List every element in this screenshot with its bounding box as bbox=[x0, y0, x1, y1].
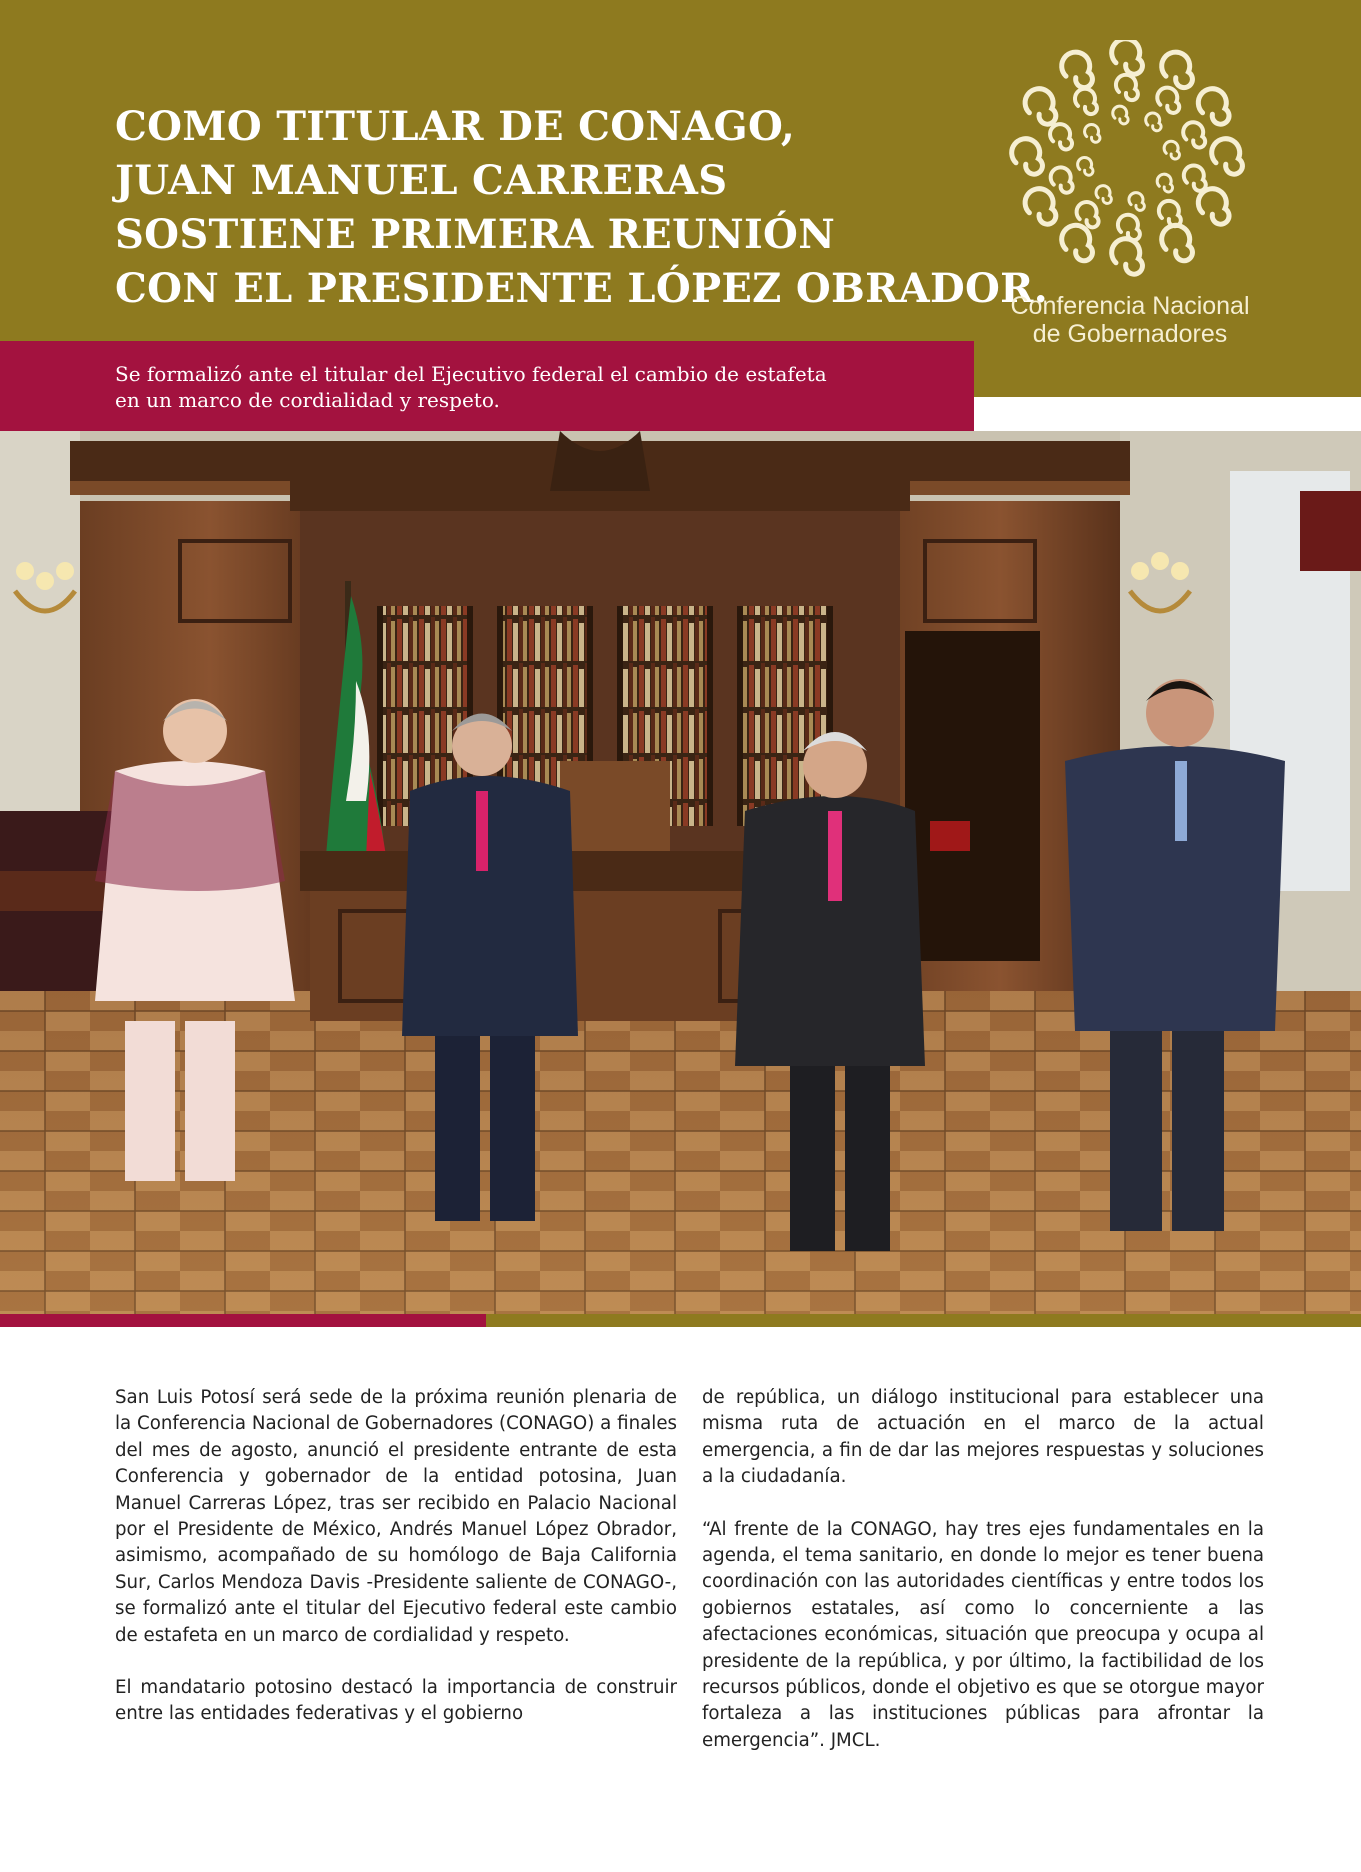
meeting-photo bbox=[0, 431, 1361, 1314]
logo-swirl bbox=[1062, 225, 1093, 260]
logo-swirl bbox=[1112, 40, 1143, 74]
subheadline-line: en un marco de cordialidad y respeto. bbox=[115, 388, 500, 412]
logo-swirl bbox=[1157, 88, 1179, 113]
article-column-right bbox=[702, 1385, 1264, 1780]
subheadline bbox=[115, 361, 955, 413]
subheadline-line: Se formalizó ante el titular del Ejecutivo federal el cambio de estafeta bbox=[115, 362, 827, 386]
logo-swirl bbox=[1116, 75, 1138, 100]
logo-swirl bbox=[1051, 167, 1073, 192]
article-paragraph: San Luis Potosí será sede de la próxima reunión plenaria de la Conferencia Nacional de Gobernadores (CONAGO) a finales del mes de agosto, anunció el presidente entrante de esta Conferencia y gobernador de la entidad potosina, Juan Manuel Carreras López, tras ser recibido en Palacio Nacional por el Presidente de México, Andrés Manuel López Obrador, asimismo, acompañado de su homólogo de Baja California Sur, Carlos Mendoza Davis -Presidente saliente de CONAGO-, se formalizó ante el titular del Ejecutivo federal este cambio de estafeta en un marco de cordialidad y respeto. bbox=[115, 1387, 677, 1646]
logo-swirl bbox=[1118, 215, 1140, 240]
logo-swirl bbox=[1078, 157, 1093, 175]
headline-line: SOSTIENE PRIMERA REUNIÓN bbox=[115, 211, 836, 258]
logo-swirl bbox=[1198, 89, 1229, 124]
logo-swirl bbox=[1062, 52, 1093, 87]
logo-swirl bbox=[1157, 174, 1172, 192]
logo-swirl bbox=[1162, 225, 1193, 260]
logo-swirl bbox=[1112, 239, 1143, 274]
logo-swirl bbox=[1096, 186, 1111, 204]
organization-name bbox=[1000, 292, 1260, 348]
headline-line: COMO TITULAR DE CONAGO, bbox=[115, 103, 796, 150]
logo-swirl bbox=[1164, 141, 1179, 159]
logo-swirl bbox=[1075, 89, 1097, 114]
logo-swirl bbox=[1184, 165, 1206, 190]
logo-swirl bbox=[1129, 193, 1144, 211]
logo-swirl bbox=[1162, 52, 1193, 87]
article-paragraph: de república, un diálogo institucional para establecer una misma ruta de actuación en el marco de la actual emergencia, a fin de dar las mejores respuestas y soluciones a la ciudadanía. bbox=[702, 1387, 1264, 1488]
logo-swirl bbox=[1159, 201, 1181, 226]
logo-swirl bbox=[1212, 139, 1243, 174]
logo-swirl bbox=[1198, 189, 1229, 224]
logo-swirl bbox=[1025, 189, 1056, 224]
divider-strip-crimson bbox=[0, 1314, 486, 1327]
logo-swirl bbox=[1050, 124, 1072, 149]
page-headline bbox=[115, 100, 1048, 316]
article-paragraph: El mandatario potosino destacó la importancia de construir entre las entidades federativas y el gobierno bbox=[115, 1677, 677, 1725]
logo-swirl bbox=[1146, 113, 1161, 131]
conago-swirl-logo-icon bbox=[1000, 40, 1260, 280]
article-paragraph: “Al frente de la CONAGO, hay tres ejes fundamentales en la agenda, el tema sanitario, en donde lo mejor es tener buena coordinación con las autoridades científicas y entre todos los gobiernos estatales, así como lo concerniente a las afectaciones económicas, situación que preocupa y ocupa al presidente de la república, y por último, la factibilidad de los recursos públicos, donde el objetivo es que se otorgue mayor fortaleza a las instituciones públicas para afrontar la emergencia”. JMCL. bbox=[702, 1518, 1264, 1751]
logo-swirl bbox=[1012, 139, 1043, 174]
headline-line: JUAN MANUEL CARRERAS bbox=[115, 157, 728, 204]
headline-line: CON EL PRESIDENTE LÓPEZ OBRADOR. bbox=[115, 265, 1048, 312]
article-column-left bbox=[115, 1385, 677, 1754]
org-name-line: de Gobernadores bbox=[1032, 320, 1228, 348]
divider-strip-gold bbox=[486, 1314, 1361, 1327]
logo-swirl bbox=[1085, 125, 1100, 143]
logo-swirl bbox=[1113, 106, 1128, 124]
logo-swirl bbox=[1025, 89, 1056, 124]
org-name-line: Conferencia Nacional bbox=[1010, 292, 1250, 320]
logo-swirl bbox=[1183, 122, 1205, 147]
